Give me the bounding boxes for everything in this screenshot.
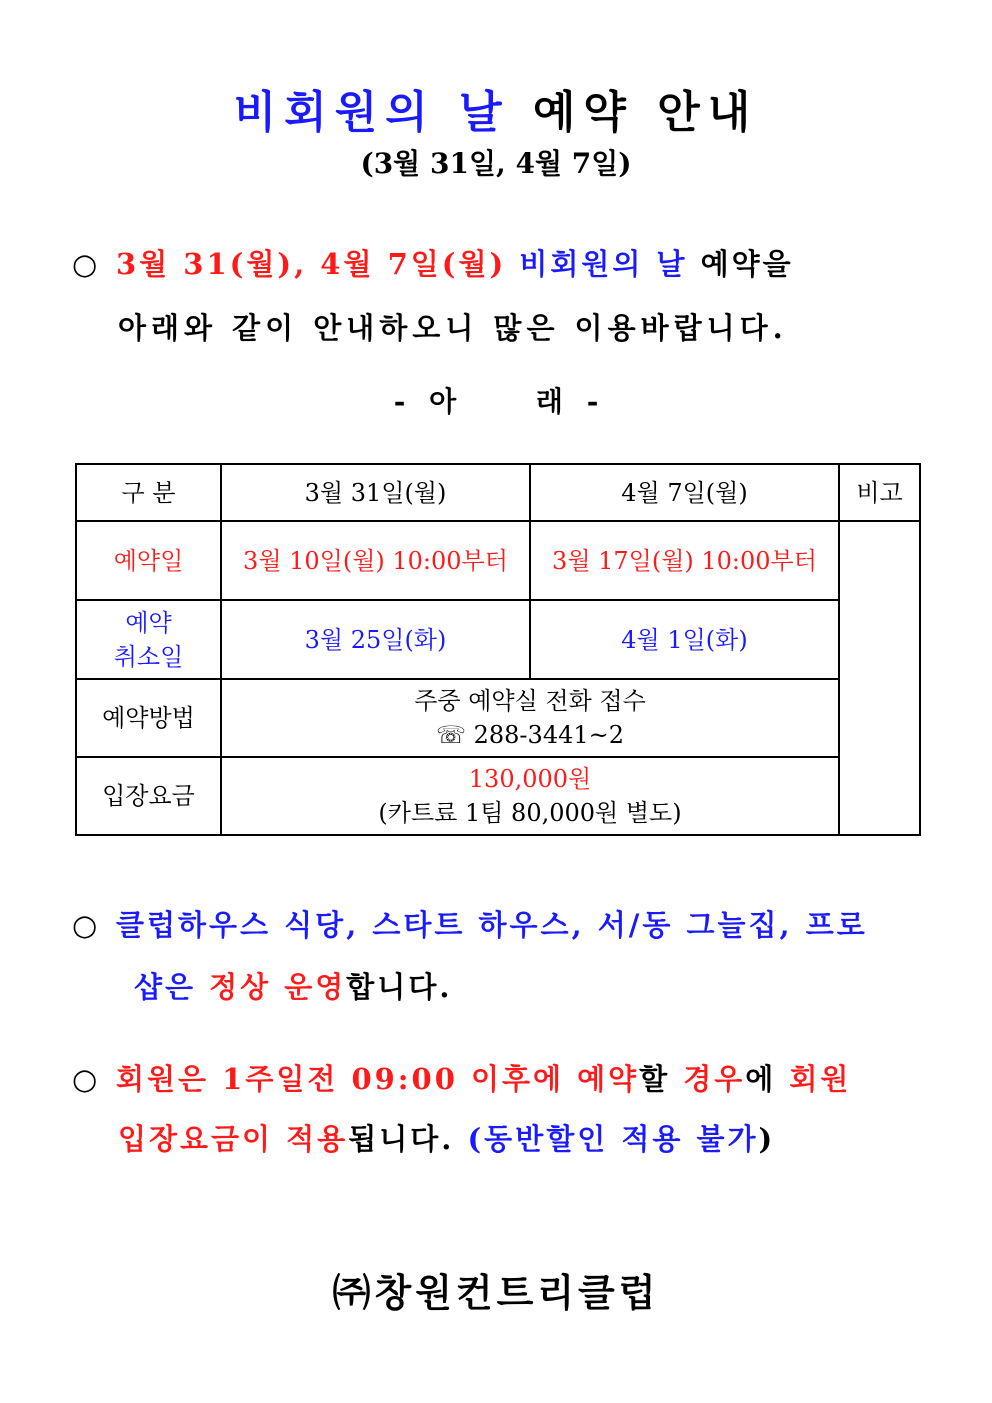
table-row bbox=[76, 757, 920, 835]
schedule-table bbox=[75, 463, 921, 836]
cancel-day-apr7: 4월 1일(화) bbox=[530, 600, 839, 679]
company-name: ㈜창원컨트리클럽 bbox=[332, 1270, 660, 1315]
intro-dates: 3월 31(월), 4월 7일(월) bbox=[116, 247, 507, 281]
title-highlight: 비회원의 날 bbox=[233, 87, 510, 138]
section-label: - 아 래 - bbox=[393, 385, 599, 418]
notice1-line1: 클럽하우스 식당, 스타트 하우스, 서/동 그늘집, 프로 bbox=[116, 908, 868, 942]
intro-tail: 예약을 bbox=[700, 247, 794, 281]
document-page: 비회원의 날 예약 안내 (3월 31일, 4월 7일) ○ 3월 31(월), 4월 7일(월) 비회원의 날 예약을 아래와 같이 안내하오니 많은 이용바랍니다. - 아 래 - 구 분 3월 31일(월) 4월 7일(월) 비고 예약일 3월 10일(월) 10:00부터 3월 17일(월) 10:00부터 예약 취소일 3월 25일(화) 4월 1일(화) 예약방법 주중 예약실 전화 접수 ☏ 288-3441~2 입장요금 130,000원 (카트료 1팀 80,000원 별도) ○ 클럽하우스 식당, 스타트 하우스, 서/동 그늘집, 프로 샵은 정상 운영합니다. ○ 회원은 1주일전 09:00 이후에 예약할 경우에 회원 입장요금이 적용됩니다. (동반할인 적용 불가) ㈜창원컨트리클럽 bbox=[0, 0, 992, 1403]
notes-cell bbox=[839, 521, 920, 835]
table-header-row bbox=[76, 464, 920, 521]
table-row bbox=[76, 521, 920, 600]
title-rest: 예약 안내 bbox=[509, 87, 759, 138]
phone-number: ☏ 288-3441~2 bbox=[435, 721, 624, 749]
cancel-day-mar31: 3월 25일(화) bbox=[221, 600, 530, 679]
intro-line2: 아래와 같이 안내하오니 많은 이용바랍니다. bbox=[118, 311, 788, 345]
header-mar31: 3월 31일(월) bbox=[221, 464, 530, 521]
table-row bbox=[76, 679, 920, 757]
booking-day-apr7: 3월 17일(월) 10:00부터 bbox=[530, 521, 839, 600]
page-subtitle: (3월 31일, 4월 7일) bbox=[360, 147, 632, 180]
page-title bbox=[0, 76, 992, 140]
fee-label: 입장요금 bbox=[76, 757, 221, 835]
method-value: 주중 예약실 전화 접수 ☏ 288-3441~2 bbox=[221, 679, 839, 757]
cancel-day-label: 예약 취소일 bbox=[76, 600, 221, 679]
table-row bbox=[76, 600, 920, 679]
booking-day-label: 예약일 bbox=[76, 521, 221, 600]
bullet-circle-icon: ○ bbox=[72, 247, 101, 281]
fee-value: 130,000원 (카트료 1팀 80,000원 별도) bbox=[221, 757, 839, 835]
method-label: 예약방법 bbox=[76, 679, 221, 757]
bullet-circle-icon: ○ bbox=[72, 1062, 101, 1096]
booking-day-mar31: 3월 10일(월) 10:00부터 bbox=[221, 521, 530, 600]
header-notes: 비고 bbox=[839, 464, 920, 521]
header-apr7: 4월 7일(월) bbox=[530, 464, 839, 521]
intro-event: 비회원의 날 bbox=[519, 247, 688, 281]
bullet-circle-icon: ○ bbox=[72, 908, 101, 942]
header-category: 구 분 bbox=[76, 464, 221, 521]
